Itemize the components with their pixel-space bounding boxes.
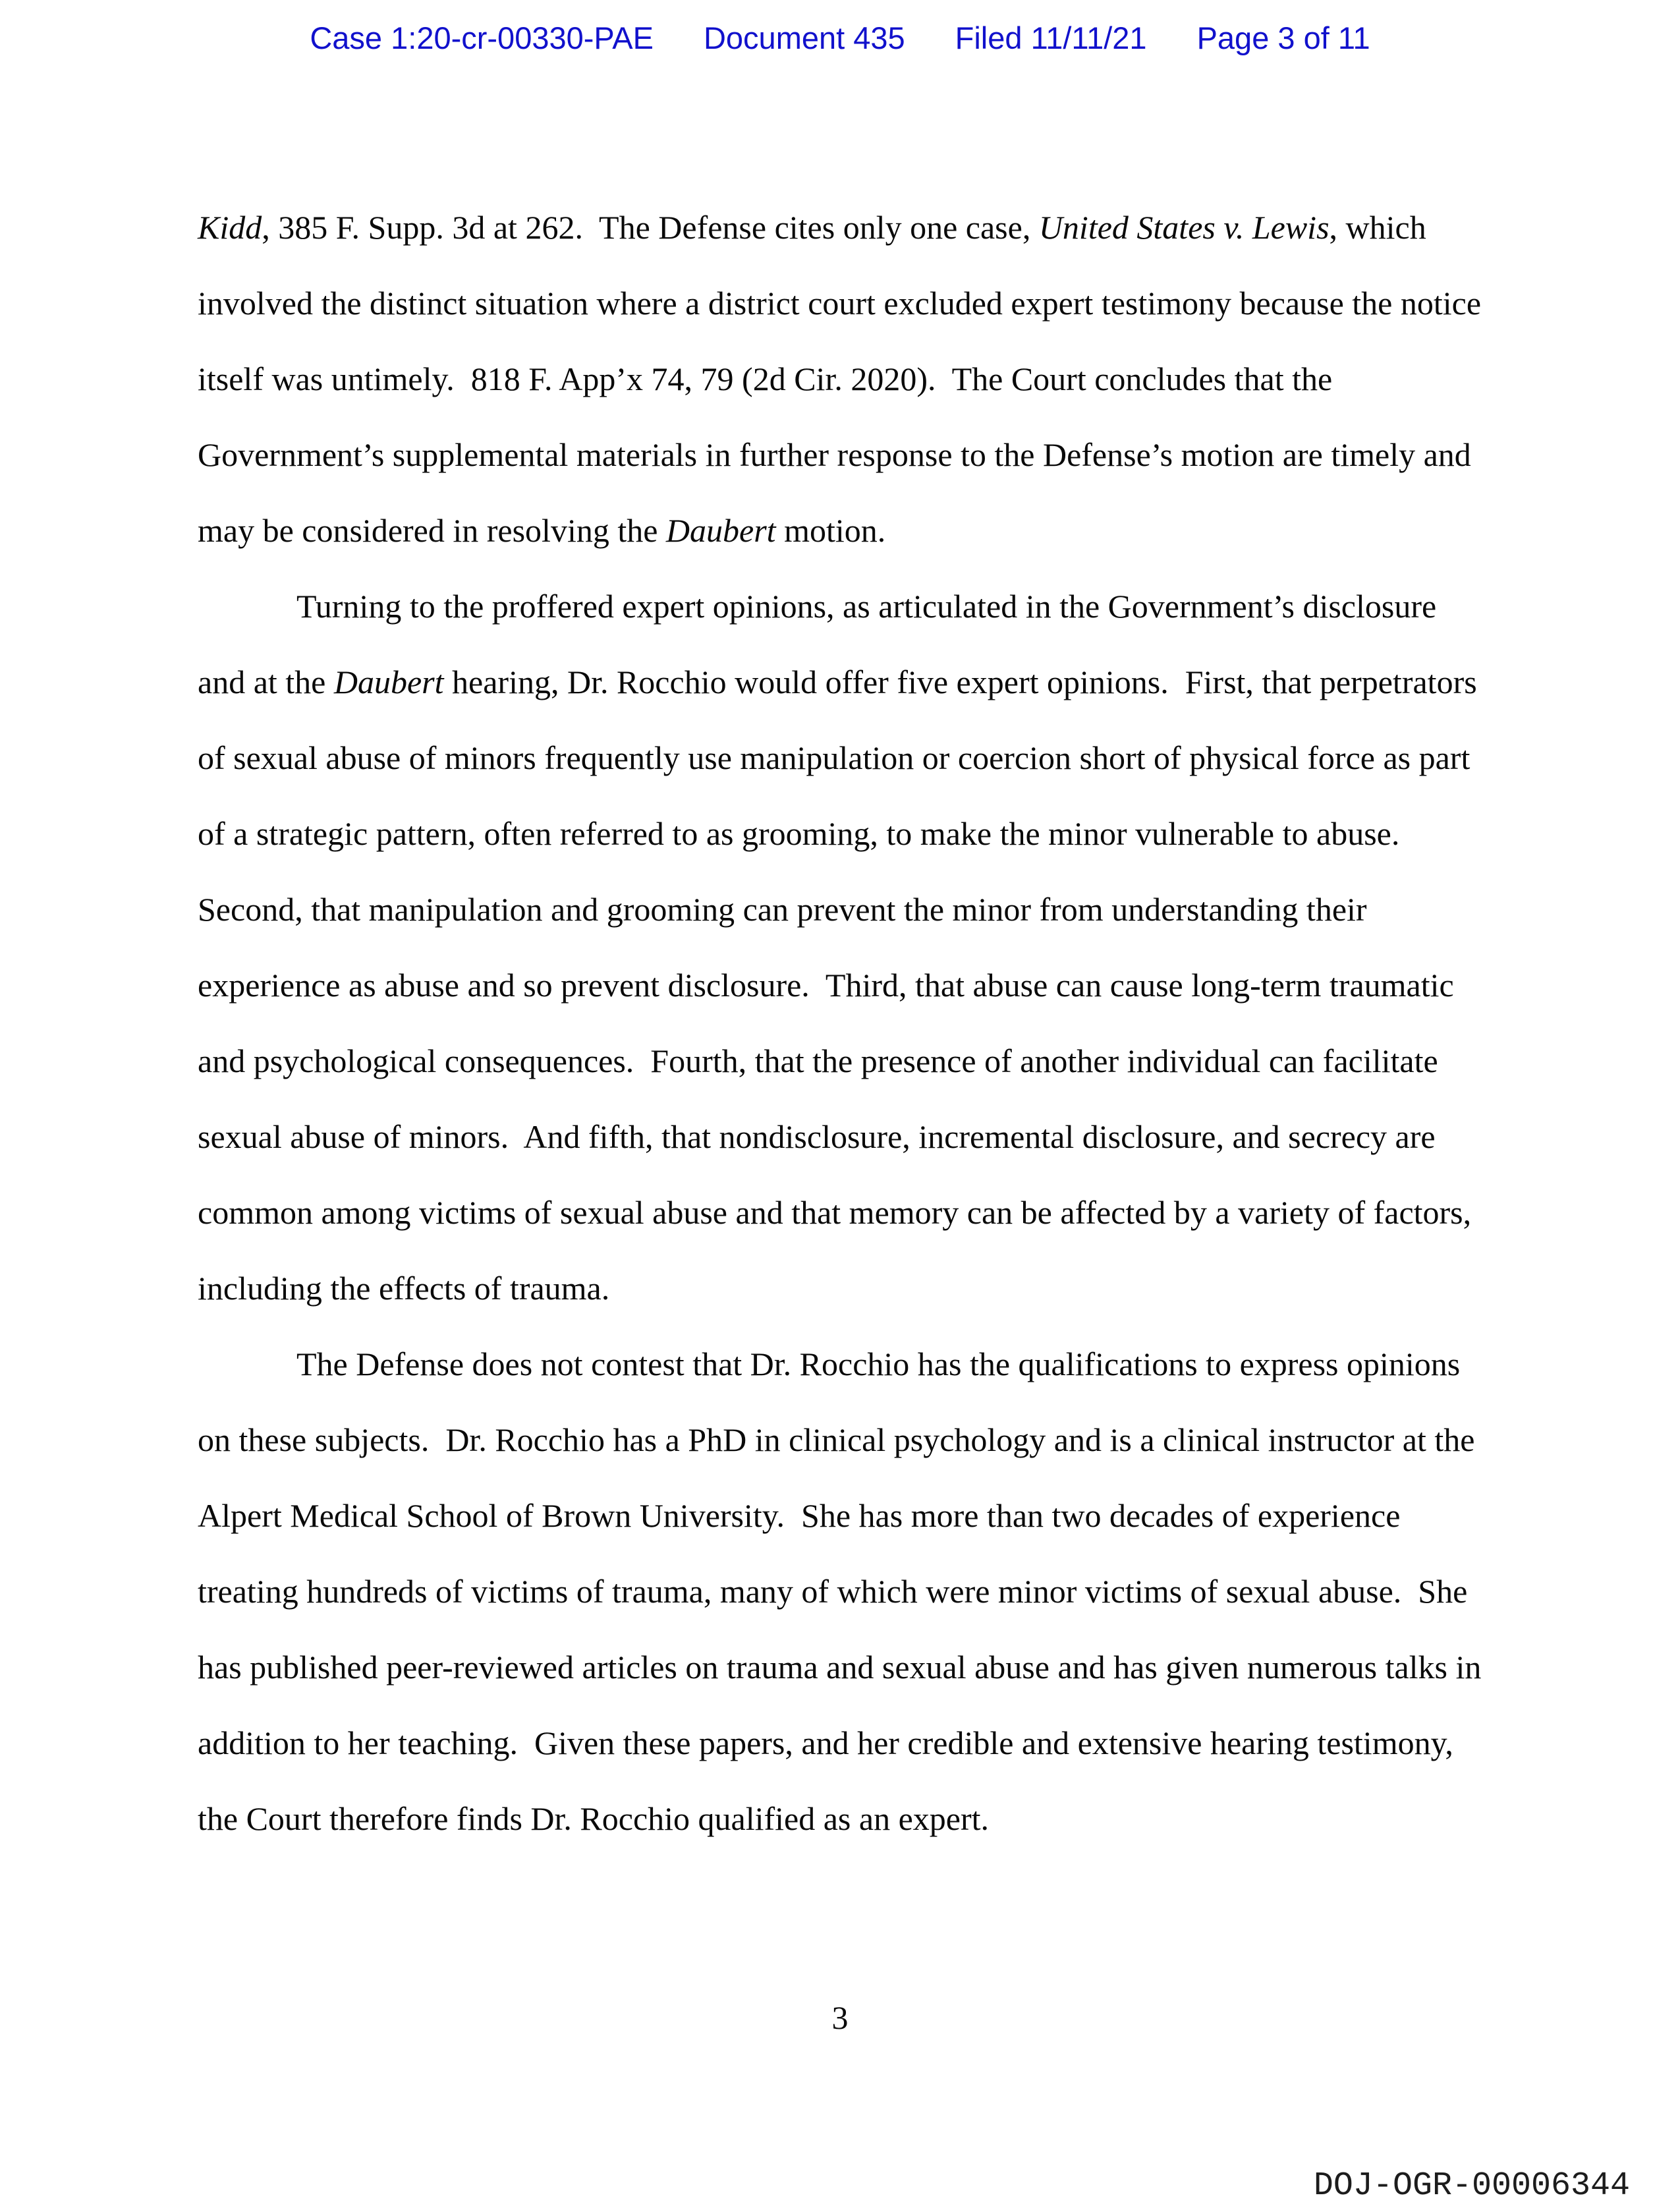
body-line xyxy=(198,872,1502,948)
italic-text-run: Kidd xyxy=(198,209,262,246)
text-run: motion. xyxy=(775,512,886,549)
text-run: The Defense does not contest that Dr. Rocchio has the qualifications to express opinions xyxy=(296,1346,1461,1382)
text-run: may be considered in resolving the xyxy=(198,512,666,549)
body-line xyxy=(198,1705,1502,1781)
text-run: and at the xyxy=(198,664,334,700)
text-run: , 385 F. Supp. 3d at 262. The Defense cites only one case, xyxy=(262,209,1039,246)
body-line xyxy=(198,493,1502,569)
body-line xyxy=(198,1781,1502,1857)
body-line xyxy=(198,1175,1502,1251)
text-run: including the effects of trauma. xyxy=(198,1270,610,1307)
body-line xyxy=(198,796,1502,872)
text-run: , which xyxy=(1329,209,1426,246)
text-run: Second, that manipulation and grooming can prevent the minor from understanding their xyxy=(198,891,1367,928)
italic-text-run: Daubert xyxy=(665,512,776,549)
text-run: hearing, Dr. Rocchio would offer five expert opinions. First, that perpetrators xyxy=(443,664,1477,700)
body-line xyxy=(198,190,1502,266)
text-run: of sexual abuse of minors frequently use manipulation or coercion short of physical force as part xyxy=(198,739,1470,776)
body-line xyxy=(198,1478,1502,1554)
header-filed-date: Filed 11/11/21 xyxy=(955,20,1147,55)
header-case-number: Case 1:20-cr-00330-PAE xyxy=(310,20,654,55)
body-line xyxy=(198,1251,1502,1326)
body-line xyxy=(198,266,1502,341)
body-line xyxy=(198,644,1502,720)
text-run: itself was untimely. 818 F. App’x 74, 79 (2d Cir. 2020). The Court concludes that the xyxy=(198,360,1333,397)
text-run: Government’s supplemental materials in further response to the Defense’s motion are timely and xyxy=(198,436,1471,473)
text-run: on these subjects. Dr. Rocchio has a PhD in clinical psychology and is a clinical instructor at the xyxy=(198,1421,1475,1458)
text-run: sexual abuse of minors. And fifth, that nondisclosure, incremental disclosure, and secrecy are xyxy=(198,1118,1436,1155)
text-run: experience as abuse and so prevent disclosure. Third, that abuse can cause long-term traumatic xyxy=(198,967,1454,1004)
body-line xyxy=(198,569,1502,644)
text-run: Turning to the proffered expert opinions, as articulated in the Government’s disclosure xyxy=(296,588,1437,625)
body-line xyxy=(198,1023,1502,1099)
header-document-number: Document 435 xyxy=(703,20,905,55)
italic-text-run: Daubert xyxy=(333,664,444,700)
text-run: involved the distinct situation where a district court excluded expert testimony because the notice xyxy=(198,285,1482,322)
page-number: 3 xyxy=(831,1999,849,2036)
text-run: addition to her teaching. Given these papers, and her credible and extensive hearing testimony, xyxy=(198,1724,1453,1761)
text-run: has published peer-reviewed articles on trauma and sexual abuse and has given numerous talks in xyxy=(198,1649,1482,1686)
body-line xyxy=(198,1402,1502,1478)
text-run: common among victims of sexual abuse and that memory can be affected by a variety of factors, xyxy=(198,1194,1472,1231)
text-run: and psychological consequences. Fourth, that the presence of another individual can facilitate xyxy=(198,1042,1438,1079)
body-line xyxy=(198,1630,1502,1705)
body-line xyxy=(198,417,1502,493)
body-line xyxy=(198,948,1502,1023)
text-run: of a strategic pattern, often referred to as grooming, to make the minor vulnerable to abuse. xyxy=(198,815,1400,852)
text-run: the Court therefore finds Dr. Rocchio qualified as an expert. xyxy=(198,1800,990,1837)
document-body-text xyxy=(198,190,1502,1857)
body-line xyxy=(198,1099,1502,1175)
header-page-indicator: Page 3 of 11 xyxy=(1196,20,1370,55)
ecf-header-stamp xyxy=(0,20,1680,57)
text-run: Alpert Medical School of Brown University. She has more than two decades of experience xyxy=(198,1497,1401,1534)
italic-text-run: United States v. Lewis xyxy=(1038,209,1330,246)
bates-number: DOJ-OGR-00006344 xyxy=(1313,2167,1630,2205)
body-line xyxy=(198,720,1502,796)
text-run: treating hundreds of victims of trauma, many of which were minor victims of sexual abuse. She xyxy=(198,1573,1468,1610)
body-line xyxy=(198,1326,1502,1402)
body-line xyxy=(198,341,1502,417)
body-line xyxy=(198,1554,1502,1630)
